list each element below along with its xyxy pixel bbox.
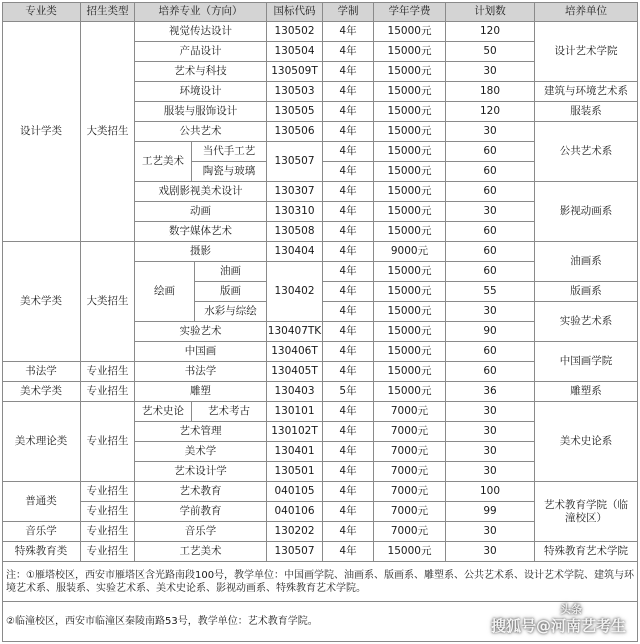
unit-cell: 建筑与环境艺术系 [535, 82, 638, 102]
major-cell: 雕塑 [135, 382, 267, 402]
code-cell: 130506 [267, 122, 323, 142]
plan-cell: 36 [446, 382, 535, 402]
plan-cell: 60 [446, 342, 535, 362]
major-cell: 绘画 [135, 262, 195, 322]
years-cell: 4年 [323, 42, 374, 62]
fee-cell: 15000元 [374, 322, 446, 342]
major-cell: 中国画 [135, 342, 267, 362]
fee-cell: 15000元 [374, 342, 446, 362]
watermark-main: 搜狐号@河南艺考生 [490, 617, 626, 635]
major-cell: 数字媒体艺术 [135, 222, 267, 242]
header-fee: 学年学费 [374, 2, 446, 22]
enrollment-table [2, 2, 638, 642]
unit-cell: 实验艺术系 [535, 302, 638, 342]
unit-cell: 油画系 [535, 242, 638, 282]
years-cell: 4年 [323, 222, 374, 242]
years-cell: 4年 [323, 542, 374, 562]
plan-cell: 30 [446, 442, 535, 462]
note-campus-yanta: 注：①雁塔校区，西安市雁塔区含光路南段100号，教学单位：中国画学院、油画系、版画系、雕塑系、公共艺术系、设计艺术学院、建筑与环境艺术系、服装系、实验艺术系、美术史论系、影视动画系、特殊教育艺术学院。 [2, 562, 638, 602]
plan-cell: 30 [446, 402, 535, 422]
years-cell: 4年 [323, 202, 374, 222]
header-plan: 计划数 [446, 2, 535, 22]
code-cell: 130402 [267, 262, 323, 322]
fee-cell: 15000元 [374, 142, 446, 162]
fee-cell: 15000元 [374, 362, 446, 382]
unit-cell: 公共艺术系 [535, 122, 638, 182]
major-cell: 视觉传达设计 [135, 22, 267, 42]
fee-cell: 15000元 [374, 202, 446, 222]
plan-cell: 60 [446, 262, 535, 282]
unit-cell: 版画系 [535, 282, 638, 302]
major-subcell: 陶瓷与玻璃 [192, 162, 267, 182]
code-cell: 130405T [267, 362, 323, 382]
watermark-sub: 头条 [560, 603, 582, 616]
major-subcell: 当代手工艺 [192, 142, 267, 162]
years-cell: 4年 [323, 422, 374, 442]
category-cell: 普通类 [2, 482, 81, 522]
category-cell: 音乐学 [2, 522, 81, 542]
major-cell: 学前教育 [135, 502, 267, 522]
major-subcell: 版画 [195, 282, 267, 302]
years-cell: 4年 [323, 102, 374, 122]
unit-cell: 服装系 [535, 102, 638, 122]
years-cell: 4年 [323, 182, 374, 202]
major-cell: 动画 [135, 202, 267, 222]
years-cell: 4年 [323, 282, 374, 302]
years-cell: 4年 [323, 162, 374, 182]
fee-cell: 15000元 [374, 102, 446, 122]
note-campus-lintong: ②临潼校区，西安市临潼区秦陵南路53号，教学单位：艺术教育学院。 [2, 602, 638, 642]
major-cell: 实验艺术 [135, 322, 267, 342]
category-cell: 特殊教育类 [2, 542, 81, 562]
type-cell: 专业招生 [81, 402, 135, 482]
plan-cell: 180 [446, 82, 535, 102]
plan-cell: 120 [446, 102, 535, 122]
fee-cell: 15000元 [374, 282, 446, 302]
code-cell: 130406T [267, 342, 323, 362]
code-cell: 130307 [267, 182, 323, 202]
fee-cell: 15000元 [374, 42, 446, 62]
major-cell: 艺术教育 [135, 482, 267, 502]
type-cell: 专业招生 [81, 522, 135, 542]
code-cell: 130509T [267, 62, 323, 82]
years-cell: 4年 [323, 462, 374, 482]
unit-cell: 美术史论系 [535, 402, 638, 482]
plan-cell: 30 [446, 202, 535, 222]
category-cell: 美术理论类 [2, 402, 81, 482]
fee-cell: 15000元 [374, 182, 446, 202]
type-cell: 专业招生 [81, 362, 135, 382]
years-cell: 4年 [323, 502, 374, 522]
major-subcell: 艺术考古 [192, 402, 267, 422]
code-cell: 130503 [267, 82, 323, 102]
category-cell: 美术学类 [2, 242, 81, 362]
fee-cell: 15000元 [374, 162, 446, 182]
fee-cell: 9000元 [374, 242, 446, 262]
header-unit: 培养单位 [535, 2, 638, 22]
years-cell: 4年 [323, 322, 374, 342]
code-cell: 130403 [267, 382, 323, 402]
type-cell: 专业招生 [81, 542, 135, 562]
years-cell: 4年 [323, 302, 374, 322]
fee-cell: 7000元 [374, 502, 446, 522]
years-cell: 4年 [323, 482, 374, 502]
major-cell: 戏剧影视美术设计 [135, 182, 267, 202]
major-cell: 书法学 [135, 362, 267, 382]
type-cell: 专业招生 [81, 382, 135, 402]
type-cell: 大类招生 [81, 22, 135, 242]
fee-cell: 15000元 [374, 62, 446, 82]
fee-cell: 15000元 [374, 262, 446, 282]
fee-cell: 15000元 [374, 122, 446, 142]
code-cell: 130502 [267, 22, 323, 42]
header-code: 国标代码 [267, 2, 323, 22]
header-years: 学制 [323, 2, 374, 22]
fee-cell: 15000元 [374, 222, 446, 242]
plan-cell: 50 [446, 42, 535, 62]
years-cell: 4年 [323, 242, 374, 262]
code-cell: 130508 [267, 222, 323, 242]
code-cell: 040106 [267, 502, 323, 522]
major-cell: 美术学 [135, 442, 267, 462]
code-cell: 130501 [267, 462, 323, 482]
header-category: 专业类 [2, 2, 81, 22]
plan-cell: 60 [446, 162, 535, 182]
plan-cell: 30 [446, 122, 535, 142]
major-cell: 音乐学 [135, 522, 267, 542]
years-cell: 4年 [323, 62, 374, 82]
years-cell: 4年 [323, 22, 374, 42]
type-cell: 专业招生 [81, 502, 135, 522]
plan-cell: 30 [446, 62, 535, 82]
major-cell: 艺术设计学 [135, 462, 267, 482]
plan-cell: 30 [446, 302, 535, 322]
code-cell: 130401 [267, 442, 323, 462]
major-cell: 服装与服饰设计 [135, 102, 267, 122]
header-type: 招生类型 [81, 2, 135, 22]
fee-cell: 7000元 [374, 402, 446, 422]
code-cell: 130202 [267, 522, 323, 542]
code-cell: 130504 [267, 42, 323, 62]
years-cell: 4年 [323, 262, 374, 282]
fee-cell: 7000元 [374, 422, 446, 442]
years-cell: 4年 [323, 442, 374, 462]
header-major: 培养专业（方向） [135, 2, 267, 22]
fee-cell: 15000元 [374, 542, 446, 562]
plan-cell: 30 [446, 542, 535, 562]
major-subcell: 油画 [195, 262, 267, 282]
code-cell: 130407TK [267, 322, 323, 342]
major-subcell: 水彩与综绘 [195, 302, 267, 322]
plan-cell: 55 [446, 282, 535, 302]
major-cell: 艺术史论 [135, 402, 192, 422]
code-cell: 130404 [267, 242, 323, 262]
unit-cell: 特殊教育艺术学院 [535, 542, 638, 562]
plan-cell: 60 [446, 182, 535, 202]
code-cell: 130507 [267, 142, 323, 182]
plan-cell: 99 [446, 502, 535, 522]
code-cell: 130101 [267, 402, 323, 422]
major-cell: 摄影 [135, 242, 267, 262]
years-cell: 4年 [323, 342, 374, 362]
major-cell: 工艺美术 [135, 542, 267, 562]
plan-cell: 60 [446, 242, 535, 262]
code-cell: 130102T [267, 422, 323, 442]
major-cell: 产品设计 [135, 42, 267, 62]
major-cell: 艺术与科技 [135, 62, 267, 82]
plan-cell: 60 [446, 222, 535, 242]
code-cell: 130505 [267, 102, 323, 122]
plan-cell: 30 [446, 522, 535, 542]
plan-cell: 120 [446, 22, 535, 42]
unit-cell: 影视动画系 [535, 182, 638, 242]
fee-cell: 15000元 [374, 82, 446, 102]
watermark [490, 603, 626, 636]
fee-cell: 15000元 [374, 22, 446, 42]
years-cell: 4年 [323, 142, 374, 162]
fee-cell: 7000元 [374, 442, 446, 462]
plan-cell: 60 [446, 362, 535, 382]
plan-cell: 60 [446, 142, 535, 162]
plan-cell: 30 [446, 422, 535, 442]
fee-cell: 7000元 [374, 522, 446, 542]
fee-cell: 7000元 [374, 462, 446, 482]
code-cell: 130507 [267, 542, 323, 562]
unit-cell: 雕塑系 [535, 382, 638, 402]
plan-cell: 90 [446, 322, 535, 342]
type-cell: 专业招生 [81, 482, 135, 502]
major-cell: 工艺美术 [135, 142, 192, 182]
years-cell: 4年 [323, 522, 374, 542]
years-cell: 4年 [323, 362, 374, 382]
major-cell: 艺术管理 [135, 422, 267, 442]
type-cell: 大类招生 [81, 242, 135, 362]
years-cell: 4年 [323, 402, 374, 422]
years-cell: 5年 [323, 382, 374, 402]
major-cell: 环境设计 [135, 82, 267, 102]
years-cell: 4年 [323, 82, 374, 102]
code-cell: 040105 [267, 482, 323, 502]
unit-cell: 中国画学院 [535, 342, 638, 382]
category-cell: 美术学类 [2, 382, 81, 402]
code-cell: 130310 [267, 202, 323, 222]
fee-cell: 15000元 [374, 302, 446, 322]
unit-cell: 艺术教育学院（临潼校区） [535, 482, 638, 542]
major-cell: 公共艺术 [135, 122, 267, 142]
fee-cell: 15000元 [374, 382, 446, 402]
category-cell: 设计学类 [2, 22, 81, 242]
fee-cell: 7000元 [374, 482, 446, 502]
unit-cell: 设计艺术学院 [535, 22, 638, 82]
years-cell: 4年 [323, 122, 374, 142]
plan-cell: 30 [446, 462, 535, 482]
category-cell: 书法学 [2, 362, 81, 382]
plan-cell: 100 [446, 482, 535, 502]
